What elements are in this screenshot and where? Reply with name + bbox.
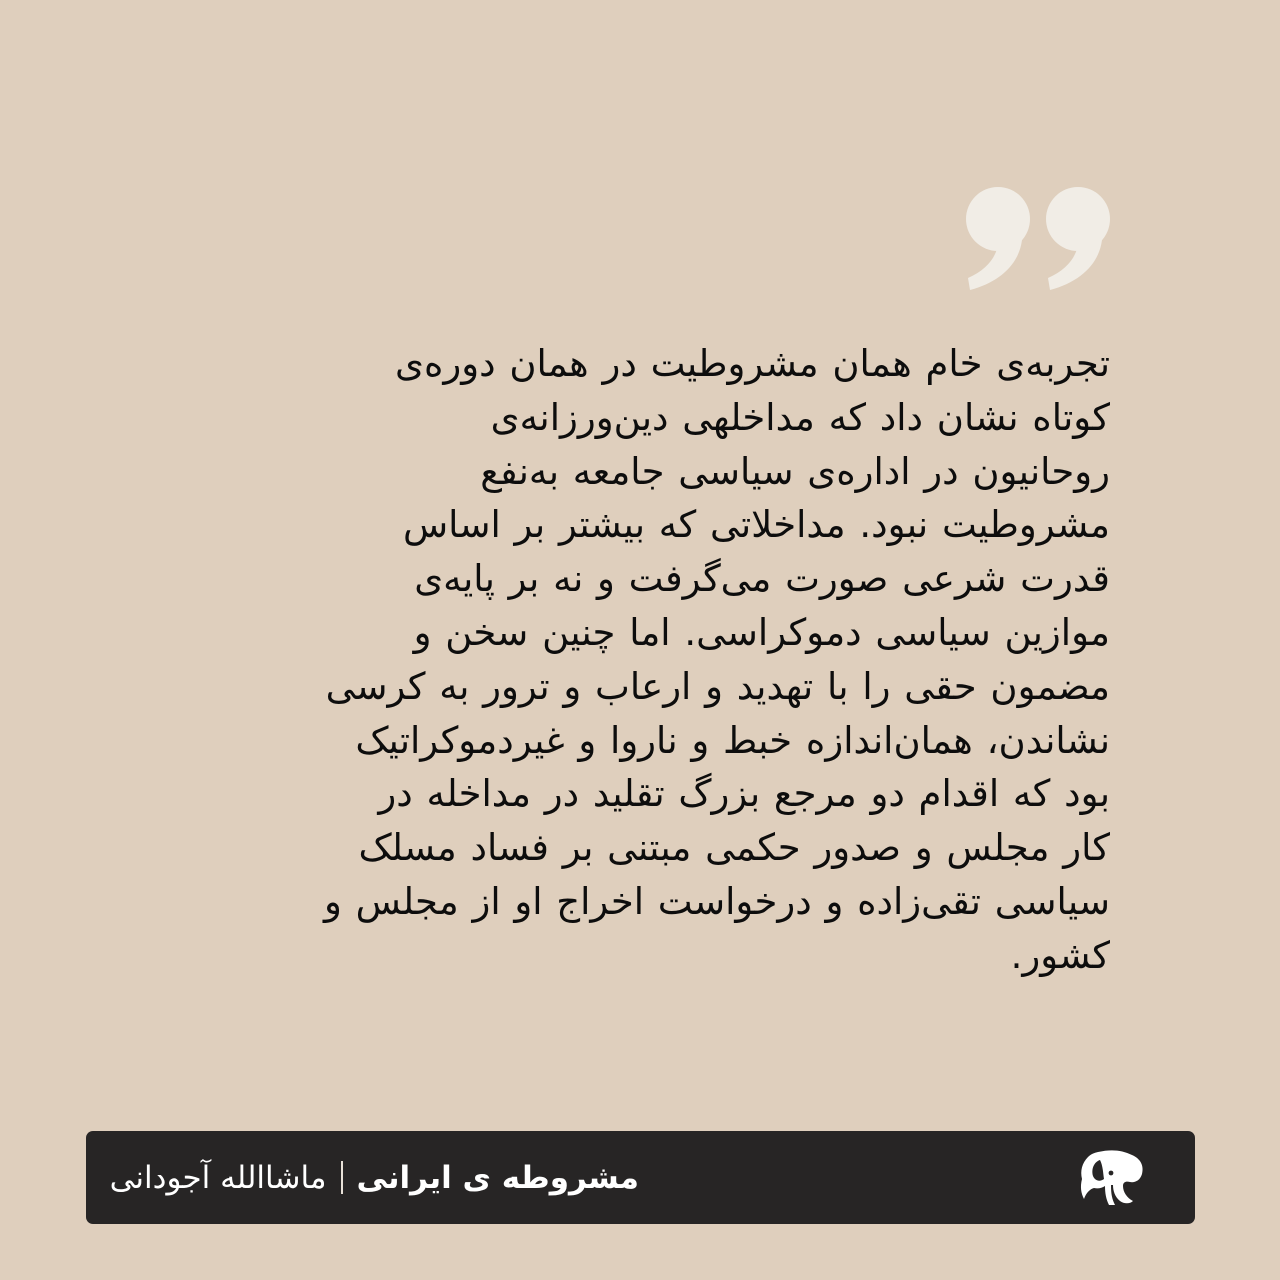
footer-author: ماشاالله آجودانی xyxy=(109,1159,327,1196)
quote-line: روحانیون در اداره‌ی سیاسی جامعه به‌نفع xyxy=(480,449,1110,493)
quote-line: تجربه‌ی خام همان مشروطیت در همان دوره‌ی xyxy=(395,342,1110,385)
quote-line: کشور. xyxy=(1010,933,1110,977)
quote-line: بود که اقدام دو مرجع بزرگ تقلید در مداخله در xyxy=(378,772,1110,816)
quote-line: موازین سیاسی دموکراسی. اما چنین سخن و xyxy=(413,610,1110,654)
quote-mark-icon xyxy=(962,182,1112,294)
quote-line: مشروطیت نبود. مداخلاتی که بیشتر بر اساس xyxy=(403,503,1110,547)
quote-line: مضمون حقی را با تهدید و ارعاب و ترور به کرسی xyxy=(325,664,1110,708)
quote-line: سیاسی تقی‌زاده و درخواست اخراج او از مجلس و xyxy=(323,879,1110,923)
quote-line: نشاندن، همان‌اندازه خبط و ناروا و غیردموکراتیک xyxy=(355,718,1110,762)
footer-bar xyxy=(86,1131,1195,1224)
footer-credit xyxy=(110,1131,639,1224)
footer-brand: مشروطه ی ایرانی xyxy=(356,1159,639,1196)
quote-line: کوتاه نشان داد که مداخلهی دین‌ورزانه‌ی xyxy=(490,395,1110,439)
quote-line: کار مجلس و صدور حکمی مبتنی بر فساد مسلک xyxy=(358,826,1110,870)
footer-separator xyxy=(341,1161,343,1194)
quote-line: قدرت شرعی صورت می‌گرفت و نه بر پایه‌ی xyxy=(414,557,1110,601)
elephant-icon xyxy=(1078,1149,1144,1207)
quote-text xyxy=(168,337,1110,983)
